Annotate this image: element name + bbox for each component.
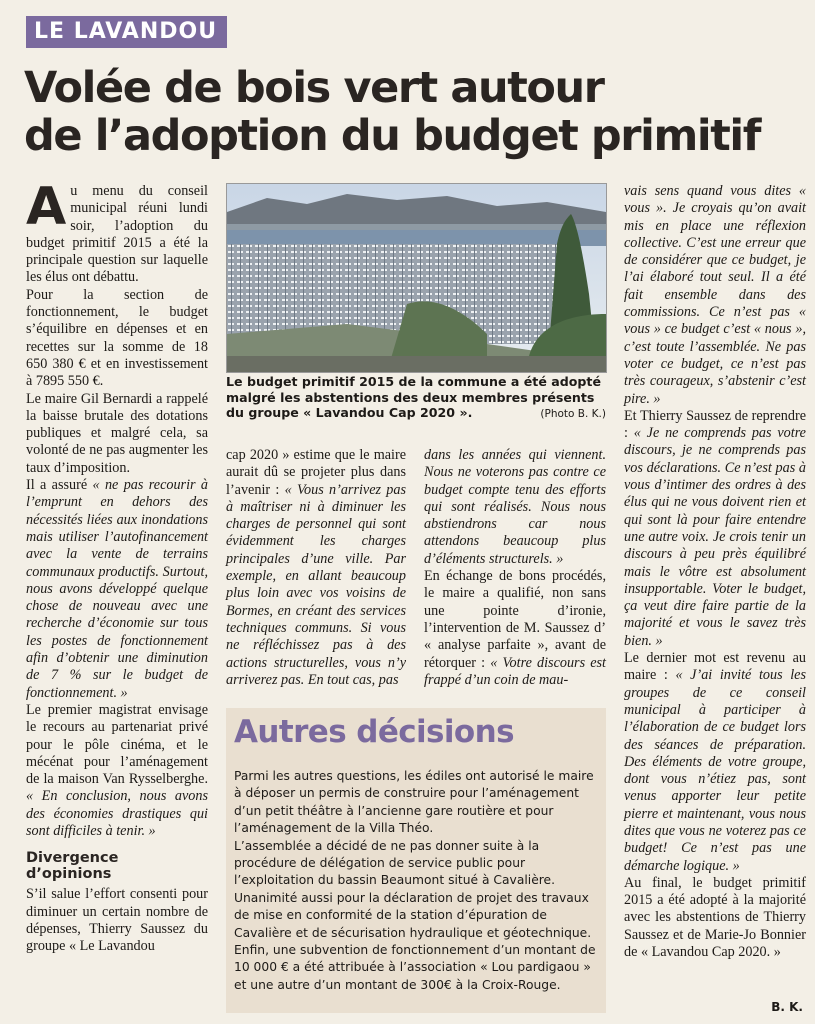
article-column-2: [226, 447, 406, 689]
article-column-4: [624, 183, 806, 961]
box-paragraph-3: Unanimité aussi pour la déclaration de projet des travaux de mise en conformité de la station d’épuration de Cavalière et de sécurisation hydraulique et géotechnique.: [234, 890, 592, 940]
photo-credit: (Photo B. K.): [540, 408, 606, 420]
col3-paragraph-2-lead: En échange de bons procédés, le maire a qualifié, non sans une pointe d’ironie, l’intervention de M. Saussez d’ « analyse parfaite », avant de rétorquer :: [424, 568, 606, 671]
col1-paragraph-1: u menu du conseil municipal réuni lundi soir, l’adoption du budget primitif 2015 a été la principale question sur laquelle les élus ont débattu.: [26, 183, 208, 286]
headline-line-2: de l’adoption du budget primitif: [24, 111, 761, 161]
box-title: Autres décisions: [234, 714, 514, 750]
box-paragraph-1: Parmi les autres questions, les édiles ont autorisé le maire à déposer un permis de construire pour l’aménagement d’un petit théâtre à l’ancienne gare routière et pour l’aménagement de la Villa Théo.: [234, 769, 594, 836]
harbor-photo: [226, 183, 607, 373]
article-column-1: [26, 177, 208, 955]
col4-paragraph-3-quote: « J’ai invité tous les groupes de ce conseil municipal à participer à l’élaboration de ce budget lors des séances de préparation. Des éléments de votre groupe, dont vous n’étiez pas, sont venus apporter leur petite pierre et maintenant, vous nous dites que vous ne voterez pas ce budget! Ce n’est pas une démarche logique. »: [624, 667, 806, 874]
col2-paragraph-1-lead: cap 2020 » estime que le maire aurait dû se projeter plus dans l’avenir :: [226, 447, 406, 498]
harbor-photo-illustration: [227, 184, 606, 372]
subheading-divergence: Divergence d’opinions: [26, 850, 119, 883]
col1-paragraph-5-quote: « En conclusion, nous avons des économies drastiques qui sont difficiles à tenir. »: [26, 788, 208, 839]
drop-cap: A: [26, 177, 67, 237]
headline-line-1: Volée de bois vert autour: [24, 63, 604, 113]
col3-paragraph-1: dans les années qui viennent. Nous ne voterons pas contre ce budget compte tenu des efforts qui sont réalisés. Nous nous abstiendrons car nous attendons beaucoup plus d’éléments structurels. »: [424, 447, 606, 567]
col1-paragraph-5: [26, 702, 208, 840]
col4-paragraph-4: Au final, le budget primitif 2015 a été adopté à la majorité avec les abstentions de Thierry Saussez et de Marie-Jo Bonnier de « Lavandou Cap 2020. »: [624, 874, 806, 961]
col1-paragraph-2: Pour la section de fonctionnement, le budget s’équilibre en dépenses et en recettes sur la somme de 18 650 380 € et en investissement à 7895 550 €.: [26, 286, 208, 390]
col2-paragraph-1-quote: « Vous n’arrivez pas à maîtriser ni à diminuer les charges de personnel qui sont évidemment les charges principales d’une ville. Par exemple, en allant beaucoup plus loin avec vos voisins de Bormes, en créant des services techniques communs. Si vous ne réfléchissez pas à des actions structurelles, vous n’y arriverez pas. En tout cas, pas: [226, 481, 406, 688]
headline: [24, 64, 814, 160]
author-signature: B. K.: [771, 1000, 803, 1014]
col4-paragraph-2-quote: « Je ne comprends pas votre discours, je ne comprends pas vos déclarations. Ce n’est pas à vous d’intimer des ordres à des élus qui ne vous doivent rien et qui sont là pour faire entendre une autre voix. Je crois tenir un discours à peu près équilibré mais le vôtre est absolument insupportable. Voter le budget, ça veut dire faire partie de la majorité et vous le savez très bien. »: [624, 425, 806, 649]
col1-paragraph-4-lead: Il a assuré: [26, 477, 93, 494]
col4-paragraph-3-lead: Le dernier mot est revenu au maire :: [624, 650, 806, 684]
box-body: [234, 768, 602, 994]
col4-paragraph-1: vais sens quand vous dites « vous ». Je croyais qu’on avait mis en place une réflexion collective. C’est une erreur que de considérer que ce budget, je l’ai élaboré tout seul. Il a été fait ensemble dans des commissions. Ce n’est pas « vous » ce budget c’est « nous », c’est toute l’assemblée. Ne pas voter ce budget, ce n’est pas très courageux, s’abstenir c’est pire. »: [624, 183, 806, 407]
col1-paragraph-6: S’il salue l’effort consenti pour diminuer un certain nombre de dépenses, Thierry Saussez du groupe « Le Lavandou: [26, 886, 208, 955]
box-paragraph-4: Enfin, une subvention de fonctionnement d’un montant de 10 000 € a été attribuée à l’association « Lou pardigaou » et une autre d’un montant de 300€ à la Croix-Rouge.: [234, 943, 596, 992]
caption-text: Le budget primitif 2015 de la commune a été adopté malgré les abstentions des deux membres présents du groupe « Lavandou Cap 2020 ».: [226, 374, 601, 420]
other-decisions-box: [226, 708, 606, 1013]
col3-paragraph-2-quote: « Votre discours est frappé d’un coin de mau-: [424, 654, 606, 688]
col1-paragraph-3: Le maire Gil Bernardi a rappelé la baisse brutale des dotations publiques et malgré cela, sa volonté de ne pas augmenter les taux d’imposition.: [26, 390, 208, 476]
section-label: LE LAVANDOU: [26, 16, 227, 48]
box-paragraph-2: L’assemblée a décidé de ne pas donner suite à la procédure de délégation de service public pour l’exploitation du bassin Beaumont situé à Cavalière.: [234, 838, 556, 888]
article-column-3: [424, 447, 606, 689]
col4-paragraph-2-lead: Et Thierry Saussez de reprendre :: [624, 407, 806, 442]
col1-paragraph-4-quote: « ne pas recourir à l’emprunt en dehors des nécessités liées aux inondations mais utiliser l’autofinancement avec la vente de terrains communaux productifs. Surtout, nous avons développé quelque chose de nouveau avec une recherche d’économie sur tous les postes de fonctionnement afin d’obtenir une diminution de 7 % sur le budget de fonctionnement. »: [26, 477, 208, 701]
col1-paragraph-5-lead: Le premier magistrat envisage le recours au partenariat privé pour le pôle cinéma, et le mécénat pour l’aménagement de la maison Van Rysselberghe.: [26, 701, 208, 788]
col1-paragraph-4: [26, 477, 208, 702]
photo-caption: [226, 374, 606, 423]
